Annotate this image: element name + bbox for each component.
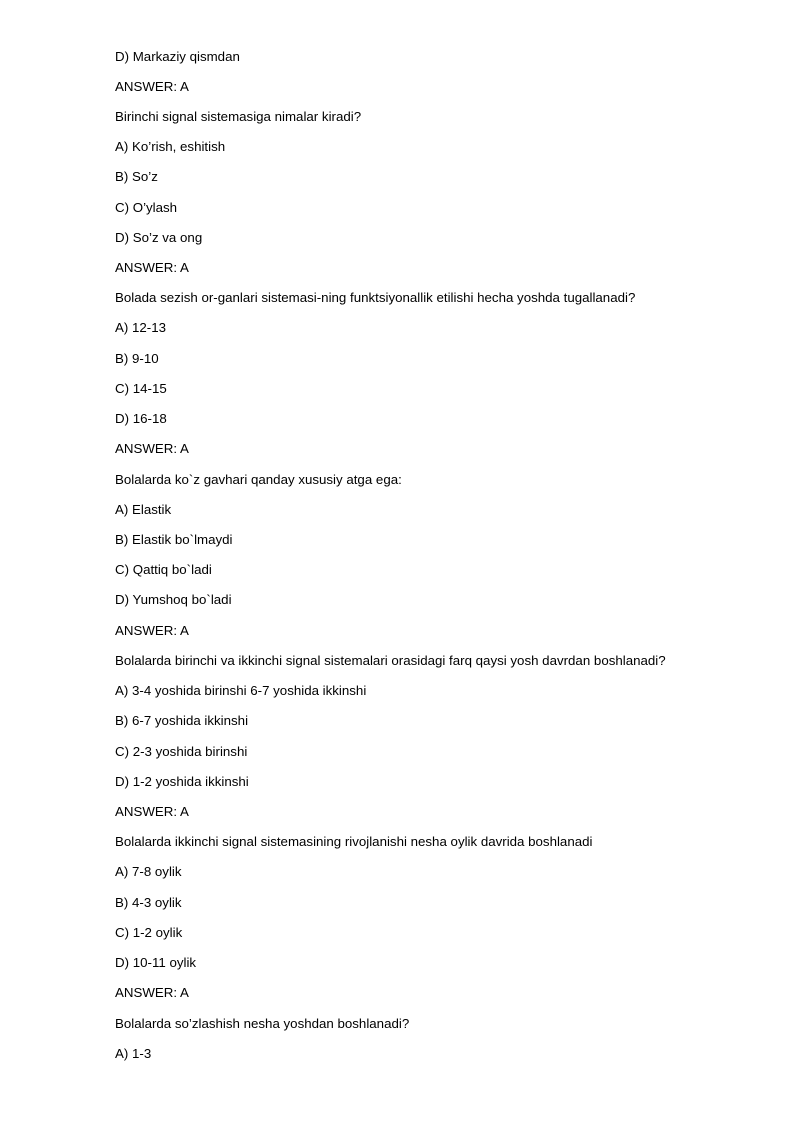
- option-line: D) So’z va ong: [115, 230, 203, 245]
- option-line: C) Qattiq bo`ladi: [115, 562, 212, 577]
- option-line: A) 3-4 yoshida birinshi 6-7 yoshida ikkinshi: [115, 683, 367, 698]
- question-line: Bolada sezish or-ganlari sistemasi-ning funktsiyonallik etilishi hecha yoshda tugallanadi?: [115, 290, 636, 305]
- answer-line: ANSWER: A: [115, 441, 189, 456]
- question-line: Bolalarda birinchi va ikkinchi signal sistemalari orasidagi farq qaysi yosh davrdan boshlanadi?: [115, 653, 666, 668]
- option-line: D) 1-2 yoshida ikkinshi: [115, 774, 249, 789]
- option-line: C) 1-2 oylik: [115, 925, 183, 940]
- option-line: C) 14-15: [115, 381, 167, 396]
- question-line: Bolalarda so’zlashish nesha yoshdan boshlanadi?: [115, 1016, 410, 1031]
- option-line: D) Yumshoq bo`ladi: [115, 592, 232, 607]
- question-line: Bolalarda ikkinchi signal sistemasining rivojlanishi nesha oylik davrida boshlanadi: [115, 834, 593, 849]
- option-line: B) 4-3 oylik: [115, 895, 182, 910]
- option-line: B) 9-10: [115, 351, 159, 366]
- option-line: A) 1-3: [115, 1046, 152, 1061]
- question-line: Bolalarda ko`z gavhari qanday xususiy atga ega:: [115, 472, 402, 487]
- option-line: C) 2-3 yoshida birinshi: [115, 744, 248, 759]
- option-line: C) O’ylash: [115, 200, 178, 215]
- option-line: A) Ko’rish, eshitish: [115, 139, 226, 154]
- option-line: D) 16-18: [115, 411, 167, 426]
- option-line: D) Markaziy qismdan: [115, 49, 240, 64]
- option-line: D) 10-11 oylik: [115, 955, 197, 970]
- option-line: B) Elastik bo`lmaydi: [115, 532, 233, 547]
- option-line: A) Elastik: [115, 502, 172, 517]
- option-line: A) 7-8 oylik: [115, 864, 182, 879]
- question-line: Birinchi signal sistemasiga nimalar kiradi?: [115, 109, 362, 124]
- answer-line: ANSWER: A: [115, 623, 189, 638]
- answer-line: ANSWER: A: [115, 260, 189, 275]
- option-line: B) 6-7 yoshida ikkinshi: [115, 713, 249, 728]
- option-line: A) 12-13: [115, 320, 166, 335]
- answer-line: ANSWER: A: [115, 804, 189, 819]
- answer-line: ANSWER: A: [115, 985, 189, 1000]
- answer-line: ANSWER: A: [115, 79, 189, 94]
- option-line: B) So’z: [115, 169, 158, 184]
